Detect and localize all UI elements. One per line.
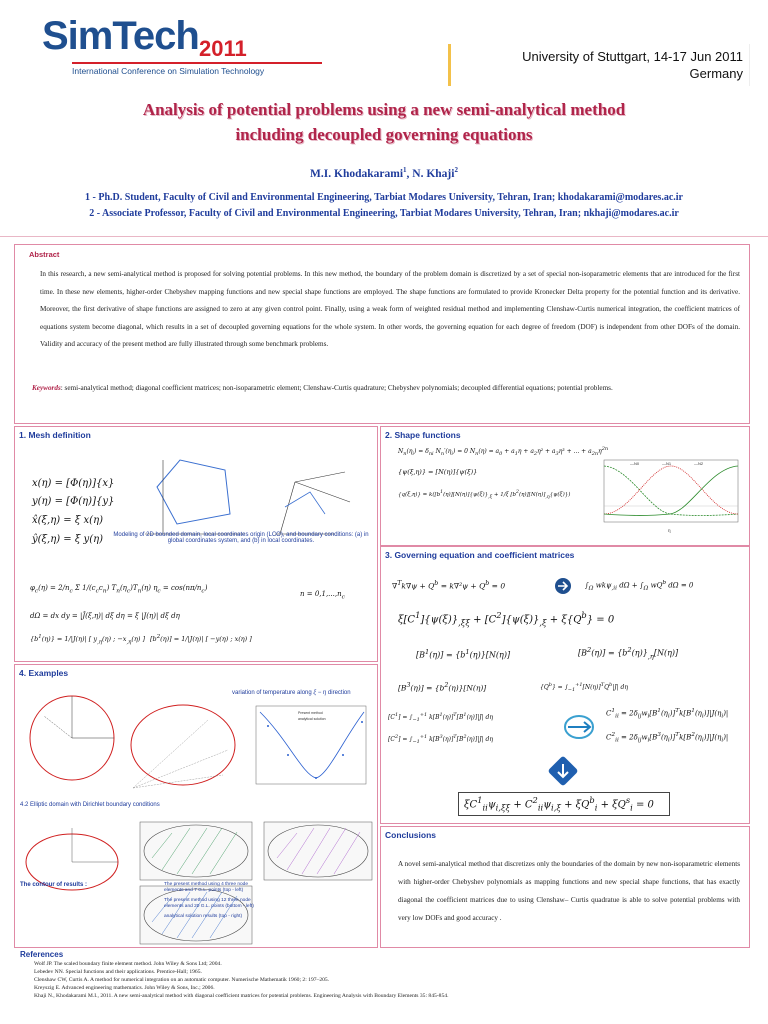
author1-name: M.I. Khodakarami — [310, 167, 404, 180]
gov-eq-c1: $[C^1] = \int_{-1}^{+1}$ $k[B^1(\eta)]^T[B^1(\eta)]|J|$ dη — [388, 712, 493, 724]
header-separator — [0, 236, 768, 237]
legend-n2: —N2 — [694, 461, 704, 466]
abstract-heading: Abstract — [29, 250, 60, 259]
shape-heading: 2. Shape functions — [385, 430, 461, 440]
logo-main: SimTech — [42, 14, 199, 58]
reference-item: Kreyszig E. Advanced engineering mathematics. John Wiley & Sons, Inc.; 2006. — [34, 985, 215, 991]
variation-text: variation of temperature along — [232, 690, 312, 696]
author2-name: , N. Khaji — [406, 167, 455, 180]
gov-eq-qb: $\{Q^b\} = \int_{-1}^{+1}[N(\eta)]^TQ^b|J|$ dη — [540, 682, 628, 694]
shape-eq-q: $\{q(\xi,\eta)\} = k([b^1(\eta)][N(\eta)]\{\psi(\xi)\}_{,\xi} + 1/\xi$ $[b^2(\eta)][N(\eta)]_{,\eta}\{\psi(\xi)\}$) — [398, 490, 571, 500]
example-figures — [128, 700, 378, 802]
legend-exact: analytical solution — [298, 717, 326, 721]
authors — [0, 166, 768, 180]
axis-label-eta: η — [668, 529, 671, 534]
governing-heading: 3. Governing equation and coefficient matrices — [385, 550, 575, 560]
conclusions-heading: Conclusions — [385, 830, 437, 840]
contours-line2: The present method using 12 three node elements and 20 G.L. points (bottom - left) — [164, 898, 254, 909]
gov-eq-b2: $[B^2(\eta)] = \{b^2(\eta)\}_{,\eta}[N(\eta)]$ — [578, 646, 679, 661]
author1-sup: 1 — [403, 166, 407, 174]
mesh-eq-b2: $[b^2(\eta)] = 1/|J(\eta)|$ [ −y(η) ; x(η) ] — [150, 634, 252, 644]
gov-eq-c1ii: $C^1_{ii} = 2\delta_{ij}w_i[B^1(\eta_i)]^Tk[B^1(\eta_i)]|J(\eta_i)|$ — [606, 708, 729, 720]
ellipse-caption: 4.2 Elliptic domain with Dirichlet boundary conditions — [20, 802, 160, 808]
gov-eq-b3: $[B^3(\eta)] = \{b^2(\eta)\}[N(\eta)]$ — [398, 682, 487, 693]
contours-title: The contour of results : — [20, 882, 88, 888]
examples-heading: 4. Examples — [19, 668, 69, 678]
venue-box — [448, 44, 750, 86]
arrow-right-icon — [553, 576, 573, 596]
mesh-heading: 1. Mesh definition — [19, 430, 91, 440]
mesh-eq-y: y(η) = [Φ(η)]{y} — [32, 496, 115, 507]
logo-stripe — [72, 62, 322, 64]
gov-eq-decoupled: $\xi C^1_{ii}\psi_{i,\xi\xi} + C^2_{ii}\psi_{i,\xi} + \xi Q^b_i + \xi Q^s_i = 0$ — [464, 795, 654, 813]
shape-eq-n: $N_n(\eta_i) = \delta_{ni}$ $N_n'(\eta_i) = 0$ $N_n(\eta) = a_0 + a_1\eta + a_2\eta^2 + a_3\eta^3$ + ... + $a_{2n}\eta^{2n}$ — [398, 446, 609, 458]
circle-domain-figure — [22, 686, 132, 796]
mesh-eq-b1: $\{b^1(\eta)\} = 1/|J(\eta)|$ [ $y_{,\eta}(\eta)$ ; $-x_{,\eta}(\eta)$ ] — [30, 634, 145, 646]
mesh-eq-jacobian: dΩ = dx dy = |Ĵ(ξ,η)| dξ dη = ξ |J(η)| dξ dη — [30, 612, 180, 620]
mesh-eq-xhat: x̂(ξ,η) = ξ x(η) — [32, 515, 103, 526]
quadrature-arrow-icon — [562, 712, 596, 742]
reference-item: Clenshaw CW, Curtis A. A method for numerical integration on an automatic computer. Numerische Mathematik 1960; 2: 197–205. — [34, 977, 330, 983]
gov-eq-pde: $\nabla^Tk\nabla\psi + Q^b = k\nabla^2\psi + Q^b = 0$ — [392, 580, 506, 591]
mesh-eq-phi: $\varphi_c(\eta) = 2/n_c$ Σ $1/(c_cc_n)$ $T_n(\eta_c)T_n(\eta) \eta_c = \cos(n\pi/n_c)$ — [30, 584, 208, 595]
variation-caption: variation of temperature along ξ − η direction — [232, 690, 351, 696]
abstract-text: In this research, a new semi-analytical method is proposed for solving potential problems. In this new method, the boundary of the problem domain is discretized by a set of special non-isoparametric elements that are introduced for the first time. In these new elements, higher-order Chebyshev mapping functions and new special shape functions are employed. The shape functions are formulated to provide Kronecker Delta property for the potential function and its derivative. Moreover, the first derivative of shape functions are assigned to zero at any given control point. Finally, using a weak form of weighted residual method and implementing Clenshaw-Curtis numerical integration, the coefficient matrices of equations system become diagonal, which results in a set of decoupled governing equations for the whole system. In other words, the governing equation for each degree of freedom (DOF) is independent from other DOFs of the domain. Validity and accuracy of the present method are fully illustrated through some benchmark problems. — [40, 270, 740, 349]
keywords-label: Keywords — [32, 384, 61, 392]
references-list — [34, 960, 734, 1000]
references-heading: References — [20, 950, 64, 959]
reference-item: Khaji N., Khodakarami M.I., 2011. A new semi-analytical method with diagonal coefficient matrices for potential problems. Engineering Analysis with Boundary Elements 35: 845-854. — [34, 993, 449, 999]
mesh-eq-yhat: ŷ(ξ,η) = ξ y(η) — [32, 534, 103, 545]
reference-item: Lebedev NN. Special functions and their applications. Prentice-Hall; 1965. — [34, 969, 202, 975]
legend-n0: —N0 — [630, 461, 640, 466]
mesh-caption: Modeling of 2D bounded domain, local coordinates origin (LCO), and boundary conditions: (a) in global coordinates system, and (b) in local coordinates. — [113, 532, 369, 544]
contours-line3: analytical solution results (top - right) — [164, 914, 243, 919]
shape-functions-chart — [590, 456, 742, 536]
gov-eq-b1: $[B^1(\eta)] = \{b^1(\eta)\}[N(\eta)]$ — [416, 648, 511, 660]
gov-eq-c2ii: $C^2_{ii} = 2\delta_{ij}w_i[B^3(\eta_i)]^Tk[B^2(\eta_i)]|J(\eta_i)|$ — [606, 732, 729, 744]
venue-line2: Germany — [689, 66, 743, 81]
reference-item: Wolf JP. The scaled boundary finite element method. John Wiley & Sons Ltd; 2004. — [34, 961, 222, 967]
contours-legend — [20, 882, 120, 888]
gov-eq-c2: $[C^2] = \int_{-1}^{+1}$ $k[B^3(\eta)]^T[B^2(\eta)]|J|$ dη — [388, 734, 493, 746]
legend-present: Present method — [298, 711, 323, 715]
gov-eq-weak: $\int_\Omega$ wkψ$_{,ii}$ $d\Omega + \int_\Omega$ $wQ^b$ dΩ = 0 — [585, 580, 694, 592]
contours-text — [164, 882, 264, 920]
affiliation-2: 2 - Associate Professor, Faculty of Civil and Environmental Engineering, Tarbiat Modares University, Tehran, Iran; nkhaji@modares.ac.ir — [89, 208, 679, 219]
legend-n1: —N1 — [662, 461, 672, 466]
mesh-eq-range: $n = 0,1,...,n_c$ — [300, 590, 345, 601]
contours-line1: The present method using 4 three node elements and 7 G.L. points (top - left) — [164, 882, 249, 893]
affiliation-1: 1 - Ph.D. Student, Faculty of Civil and Environmental Engineering, Tarbiat Modares University, Tehran, Iran; khodakarami@modares.ac.ir — [85, 192, 683, 203]
logo-year: 2011 — [199, 36, 247, 61]
logo-subtitle: International Conference on Simulation Technology — [72, 66, 265, 76]
mesh-eq-x: x(η) = [Φ(η)]{x} — [32, 478, 115, 489]
shape-eq-psi: {ψ(ξ,η)} = [N(η)]{ψ(ξ)} — [398, 468, 478, 476]
keywords-text: : semi-analytical method; diagonal coefficient matrices; non-isoparametric element; Clenshaw-Curtis quadrature; Chebyshev polynomials; decoupled differential equations; potential problems. — [60, 384, 613, 392]
gov-eq-matrix: $\xi[C^1]\{\psi(\xi)\}_{,\xi\xi} + [C^2]\{\psi(\xi)\}_{,\xi} + \xi\{Q^b\} = 0$ — [398, 610, 615, 628]
conclusions-text: A novel semi-analytical method that discretizes only the boundaries of the domain by new non-isoparametric elements with higher-order Chebyshev polynomials as mapping functions and new special shape functions, that has exactly diagonal the coefficient matrices due to using Clenshaw– Curtis quadratue is able to solve potential problems with very low DOFs and good accuracy . — [398, 860, 740, 922]
direction-text: direction — [327, 690, 351, 696]
author2-sup: 2 — [454, 166, 458, 174]
keywords — [32, 380, 732, 397]
arrow-down-icon — [548, 756, 578, 786]
paper-title-line1: Analysis of potential problems using a new semi-analytical method — [142, 100, 626, 119]
paper-title-line2: including decoupled governing equations — [235, 125, 533, 144]
venue-line1: University of Stuttgart, 14-17 Jun 2011 — [522, 49, 743, 64]
simtech-logo — [42, 14, 342, 84]
